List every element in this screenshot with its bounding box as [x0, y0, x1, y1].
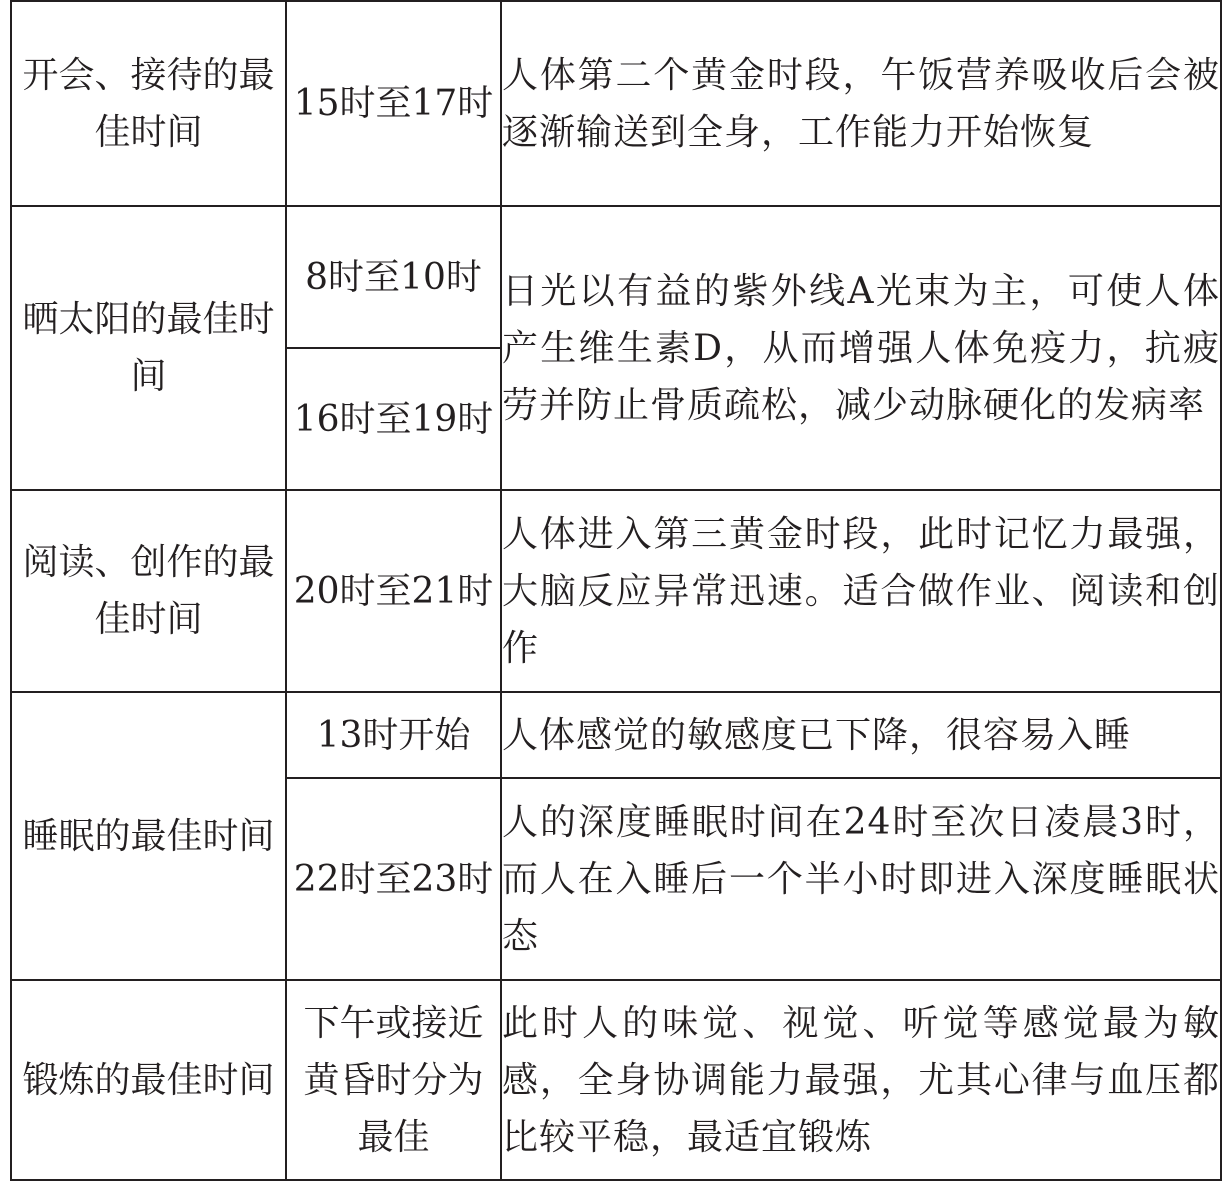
- table-row-reading: [11, 490, 1221, 692]
- description-cell: 日光以有益的紫外线A光束为主，可使人体产生维生素D，从而增强人体免疫力，抗疲劳并防止骨质疏松，减少动脉硬化的发病率: [501, 206, 1221, 490]
- table-row-exercise: [11, 980, 1221, 1180]
- table-row-sleep-noon: [11, 692, 1221, 778]
- description-cell: 人体第二个黄金时段，午饭营养吸收后会被逐渐输送到全身，工作能力开始恢复: [501, 1, 1221, 206]
- activity-cell: 开会、接待的最佳时间: [11, 1, 286, 206]
- table-row-sunbathing-morning: [11, 206, 1221, 348]
- description-cell: 人体进入第三黄金时段，此时记忆力最强，大脑反应异常迅速。适合做作业、阅读和创作: [501, 490, 1221, 692]
- activity-cell: 睡眠的最佳时间: [11, 692, 286, 980]
- description-cell: 人的深度睡眠时间在24时至次日凌晨3时，而人在入睡后一个半小时即进入深度睡眠状态: [501, 778, 1221, 980]
- time-cell: 20时至21时: [286, 490, 501, 692]
- table-row-meeting: [11, 1, 1221, 206]
- time-cell: 下午或接近黄昏时分为最佳: [286, 980, 501, 1180]
- time-cell: 8时至10时: [286, 206, 501, 348]
- time-cell: 15时至17时: [286, 1, 501, 206]
- time-cell: 16时至19时: [286, 348, 501, 490]
- time-cell: 13时开始: [286, 692, 501, 778]
- activity-cell: 晒太阳的最佳时间: [11, 206, 286, 490]
- activity-cell: 阅读、创作的最佳时间: [11, 490, 286, 692]
- description-cell: 人体感觉的敏感度已下降，很容易入睡: [501, 692, 1221, 778]
- activity-cell: 锻炼的最佳时间: [11, 980, 286, 1180]
- best-time-table: [10, 0, 1222, 1181]
- time-cell: 22时至23时: [286, 778, 501, 980]
- description-cell: 此时人的味觉、视觉、听觉等感觉最为敏感，全身协调能力最强，尤其心律与血压都比较平稳，最适宜锻炼: [501, 980, 1221, 1180]
